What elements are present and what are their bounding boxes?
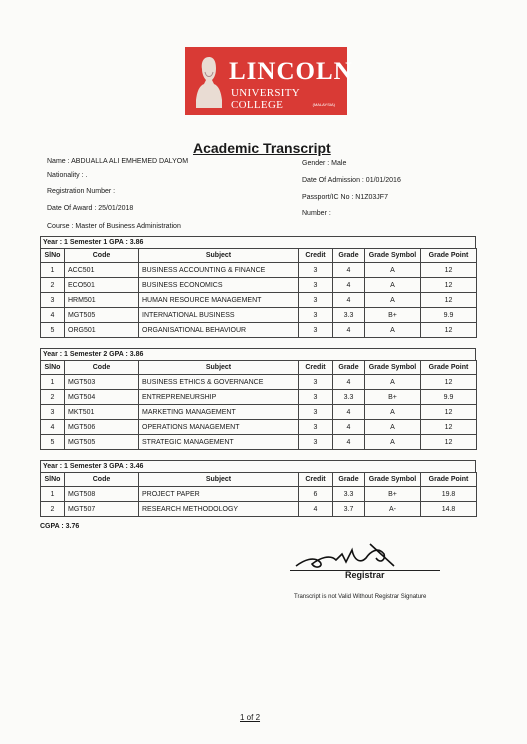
page-number: 1 of 2: [240, 713, 261, 722]
table-row: [41, 390, 477, 405]
header-grade-symbol: Grade Symbol: [365, 361, 421, 375]
header-grade-point: Grade Point: [421, 473, 477, 487]
cell-grade-symbol: A: [365, 323, 421, 338]
cell-subject: HUMAN RESOURCE MANAGEMENT: [139, 293, 299, 308]
cell-grade: 4: [333, 420, 365, 435]
cell-grade-symbol: A: [365, 435, 421, 450]
brand-tag: (MALAYSIA): [312, 102, 335, 107]
cell-grade-point: 19.8: [421, 487, 477, 502]
header-credit: Credit: [299, 473, 333, 487]
cell-grade-point: 12: [421, 420, 477, 435]
student-name: Name : ABDUALLA ALI EMHEMED DALYOM: [47, 158, 189, 165]
student-registration: Registration Number :: [47, 188, 116, 195]
cell-code: HRM501: [65, 293, 139, 308]
header-subject: Subject: [139, 361, 299, 375]
header-grade-symbol: Grade Symbol: [365, 473, 421, 487]
cell-grade: 3.7: [333, 502, 365, 517]
cell-slno: 2: [41, 502, 65, 517]
cell-grade-point: 12: [421, 278, 477, 293]
student-passport: Passport/IC No : N1Z03JF7: [302, 194, 388, 201]
cell-subject: MARKETING MANAGEMENT: [139, 405, 299, 420]
student-date-of-award: Date Of Award : 25/01/2018: [47, 205, 134, 212]
cell-grade-point: 12: [421, 323, 477, 338]
cell-code: MGT505: [65, 435, 139, 450]
cell-grade-point: 12: [421, 375, 477, 390]
cell-slno: 2: [41, 278, 65, 293]
header-grade-symbol: Grade Symbol: [365, 249, 421, 263]
page-title: Academic Transcript: [193, 140, 331, 156]
cell-grade-point: 9.9: [421, 308, 477, 323]
cell-subject: ENTREPRENEURSHIP: [139, 390, 299, 405]
table-row: [41, 487, 477, 502]
student-number: Number :: [302, 210, 331, 217]
semester-1-label: Year : 1 Semester 1 GPA : 3.86: [40, 236, 476, 248]
cell-slno: 1: [41, 487, 65, 502]
cell-grade-symbol: A-: [365, 502, 421, 517]
header-subject: Subject: [139, 473, 299, 487]
semester-1-table: [40, 248, 477, 338]
table-header-row: [41, 473, 477, 487]
cell-code: MGT506: [65, 420, 139, 435]
cell-credit: 3: [299, 390, 333, 405]
cell-grade-symbol: A: [365, 375, 421, 390]
cell-slno: 1: [41, 375, 65, 390]
registrar-signature: [290, 540, 440, 574]
cell-slno: 5: [41, 435, 65, 450]
cell-grade: 4: [333, 278, 365, 293]
cell-grade: 4: [333, 375, 365, 390]
header-grade-point: Grade Point: [421, 249, 477, 263]
cell-slno: 5: [41, 323, 65, 338]
cell-grade-symbol: B+: [365, 390, 421, 405]
cell-credit: 3: [299, 293, 333, 308]
cell-credit: 3: [299, 420, 333, 435]
cell-grade: 4: [333, 263, 365, 278]
table-row: [41, 293, 477, 308]
header-slno: SlNo: [41, 361, 65, 375]
cell-credit: 3: [299, 375, 333, 390]
student-nationality: Nationality : .: [47, 172, 88, 179]
cell-code: ORG501: [65, 323, 139, 338]
cell-credit: 3: [299, 308, 333, 323]
cell-credit: 3: [299, 323, 333, 338]
semester-3-block: [40, 460, 476, 517]
header-grade: Grade: [333, 473, 365, 487]
cell-grade-symbol: B+: [365, 487, 421, 502]
header-grade: Grade: [333, 249, 365, 263]
cell-grade-point: 9.9: [421, 390, 477, 405]
header-credit: Credit: [299, 249, 333, 263]
cell-slno: 3: [41, 405, 65, 420]
cell-grade: 3.3: [333, 390, 365, 405]
cell-subject: STRATEGIC MANAGEMENT: [139, 435, 299, 450]
cell-grade-symbol: A: [365, 278, 421, 293]
header-slno: SlNo: [41, 473, 65, 487]
cell-slno: 1: [41, 263, 65, 278]
cell-grade-symbol: A: [365, 293, 421, 308]
table-row: [41, 375, 477, 390]
semester-1-block: [40, 236, 476, 338]
cell-code: MGT507: [65, 502, 139, 517]
cell-grade: 4: [333, 405, 365, 420]
cell-subject: ORGANISATIONAL BEHAVIOUR: [139, 323, 299, 338]
student-date-of-admission: Date Of Admission : 01/01/2016: [302, 177, 401, 184]
header-credit: Credit: [299, 361, 333, 375]
cell-credit: 3: [299, 263, 333, 278]
table-row: [41, 308, 477, 323]
cell-slno: 4: [41, 308, 65, 323]
header-code: Code: [65, 361, 139, 375]
cell-code: MGT503: [65, 375, 139, 390]
table-row: [41, 502, 477, 517]
cell-grade: 4: [333, 435, 365, 450]
cell-credit: 3: [299, 435, 333, 450]
cell-code: MGT504: [65, 390, 139, 405]
table-row: [41, 435, 477, 450]
semester-3-label: Year : 1 Semester 3 GPA : 3.46: [40, 460, 476, 472]
cell-subject: RESEARCH METHODOLOGY: [139, 502, 299, 517]
table-row: [41, 323, 477, 338]
header-subject: Subject: [139, 249, 299, 263]
cell-code: ACC501: [65, 263, 139, 278]
student-course: Course : Master of Business Administration: [47, 223, 181, 230]
cell-grade-symbol: A: [365, 405, 421, 420]
semester-2-table: [40, 360, 477, 450]
cell-credit: 6: [299, 487, 333, 502]
header-grade-point: Grade Point: [421, 361, 477, 375]
semester-2-block: [40, 348, 476, 450]
cell-credit: 3: [299, 405, 333, 420]
cell-slno: 3: [41, 293, 65, 308]
table-header-row: [41, 249, 477, 263]
cell-grade: 3.3: [333, 487, 365, 502]
header-slno: SlNo: [41, 249, 65, 263]
cell-subject: INTERNATIONAL BUSINESS: [139, 308, 299, 323]
cell-slno: 4: [41, 420, 65, 435]
cell-credit: 3: [299, 278, 333, 293]
cell-code: MGT505: [65, 308, 139, 323]
table-row: [41, 278, 477, 293]
brand-subtitle: UNIVERSITY COLLEGE: [231, 87, 300, 111]
cell-code: ECO501: [65, 278, 139, 293]
cell-grade-point: 12: [421, 263, 477, 278]
cell-subject: BUSINESS ETHICS & GOVERNANCE: [139, 375, 299, 390]
cell-code: MGT508: [65, 487, 139, 502]
cell-subject: PROJECT PAPER: [139, 487, 299, 502]
registrar-label: Registrar: [345, 570, 385, 580]
cell-grade-point: 12: [421, 293, 477, 308]
cell-credit: 4: [299, 502, 333, 517]
student-gender: Gender : Male: [302, 160, 347, 167]
cell-grade-symbol: A: [365, 420, 421, 435]
cell-grade-symbol: A: [365, 263, 421, 278]
cell-grade-point: 12: [421, 405, 477, 420]
cell-grade: 3.3: [333, 308, 365, 323]
cell-grade-point: 14.8: [421, 502, 477, 517]
cell-code: MKT501: [65, 405, 139, 420]
cell-grade: 4: [333, 293, 365, 308]
semester-2-label: Year : 1 Semester 2 GPA : 3.86: [40, 348, 476, 360]
header-code: Code: [65, 473, 139, 487]
cell-slno: 2: [41, 390, 65, 405]
cell-subject: BUSINESS ECONOMICS: [139, 278, 299, 293]
brand-name: LINCOLN: [229, 58, 353, 85]
header-code: Code: [65, 249, 139, 263]
college-logo: [185, 47, 353, 115]
table-header-row: [41, 361, 477, 375]
table-row: [41, 405, 477, 420]
header-grade: Grade: [333, 361, 365, 375]
cell-subject: OPERATIONS MANAGEMENT: [139, 420, 299, 435]
validity-note: Transcript is not Valid Without Registrar Signature: [294, 594, 427, 600]
cell-subject: BUSINESS ACCOUNTING & FINANCE: [139, 263, 299, 278]
cgpa: CGPA : 3.76: [40, 523, 80, 530]
table-row: [41, 420, 477, 435]
table-row: [41, 263, 477, 278]
cell-grade: 4: [333, 323, 365, 338]
cell-grade-symbol: B+: [365, 308, 421, 323]
semester-3-table: [40, 472, 477, 517]
lincoln-bust-icon: [195, 54, 223, 108]
cell-grade-point: 12: [421, 435, 477, 450]
